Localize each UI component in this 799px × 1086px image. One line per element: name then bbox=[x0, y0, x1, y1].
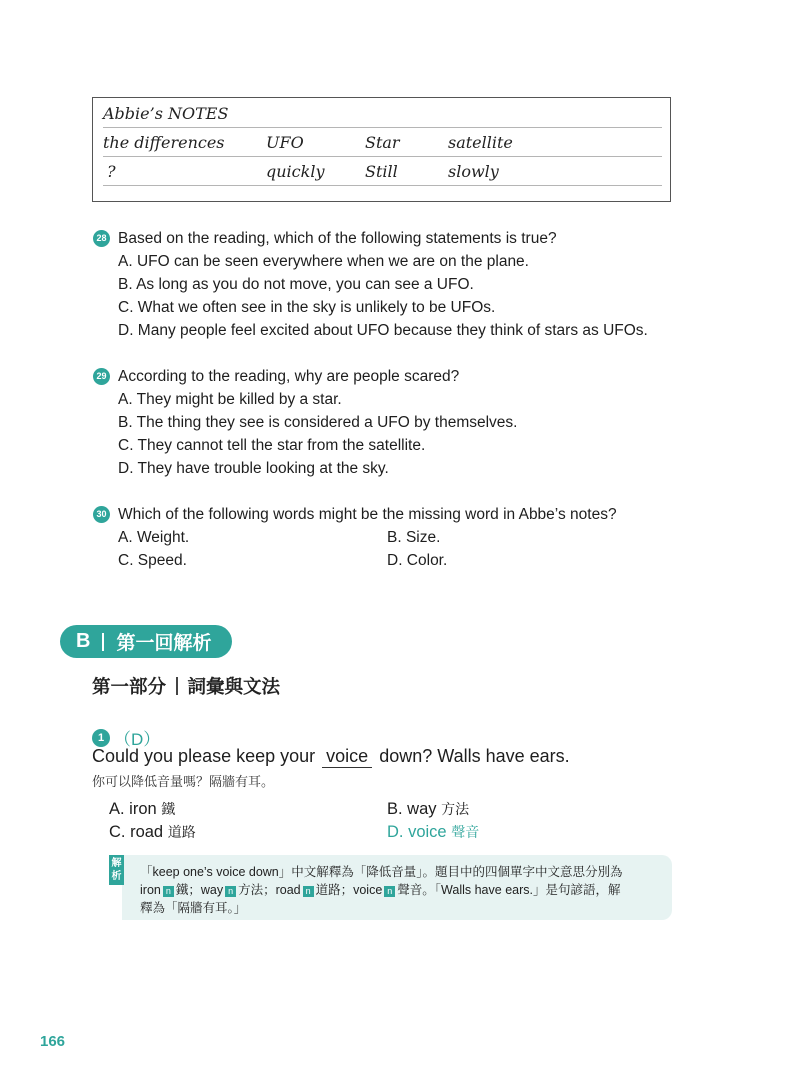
section-title: 第一回解析 bbox=[116, 633, 212, 654]
notes-box bbox=[92, 97, 671, 202]
explanation-text: 方法；road bbox=[238, 883, 301, 897]
notes-cell: UFO bbox=[266, 133, 304, 152]
explanation-text: iron bbox=[140, 883, 161, 897]
answer-number: 1 bbox=[92, 729, 110, 747]
choice-d-correct bbox=[387, 822, 479, 842]
explanation-line bbox=[140, 881, 660, 899]
option: B. The thing they see is considered a UFO by themselves. bbox=[118, 414, 518, 431]
explanation-text: 道路；voice bbox=[315, 883, 383, 897]
notes-cell: satellite bbox=[448, 133, 513, 152]
option: B. Size. bbox=[387, 529, 441, 546]
explanation-tag: 解析 bbox=[109, 855, 124, 885]
section-header bbox=[60, 625, 232, 658]
option: A. Weight. bbox=[118, 529, 190, 546]
option: A. UFO can be seen everywhere when we are on the plane. bbox=[118, 253, 529, 270]
question-stem: According to the reading, why are people scared? bbox=[118, 368, 460, 385]
option: C. Speed. bbox=[118, 552, 187, 569]
page-number: 166 bbox=[40, 1033, 66, 1050]
question-number: 29 bbox=[93, 368, 110, 385]
question-stem: Based on the reading, which of the following statements is true? bbox=[118, 230, 557, 247]
answer-key: （D） bbox=[114, 730, 161, 749]
question-30 bbox=[93, 503, 733, 572]
question-29 bbox=[93, 365, 733, 480]
noun-icon: n bbox=[384, 886, 395, 897]
notes-title: Abbie’s NOTES bbox=[103, 104, 229, 123]
sentence-translation: 你可以降低音量嗎？隔牆有耳。 bbox=[92, 774, 275, 789]
choice-en: C. road bbox=[109, 823, 164, 841]
choice-a bbox=[109, 799, 175, 819]
option: D. Color. bbox=[387, 552, 448, 569]
notes-cell: ? bbox=[107, 162, 116, 181]
option: D. Many people feel excited about UFO because they think of stars as UFOs. bbox=[118, 322, 648, 339]
section-letter: B bbox=[76, 630, 91, 652]
part-label: 第一部分 bbox=[92, 676, 167, 697]
part-title: 詞彙與文法 bbox=[187, 676, 281, 697]
option: B. As long as you do not move, you can see a UFO. bbox=[118, 276, 474, 293]
option: D. They have trouble looking at the sky. bbox=[118, 460, 389, 477]
explanation-line: 釋為「隔牆有耳。」 bbox=[140, 901, 247, 915]
notes-cell: Star bbox=[365, 133, 400, 152]
option: A. They might be killed by a star. bbox=[118, 391, 342, 408]
choice-zh: 聲音 bbox=[451, 824, 480, 840]
part-heading bbox=[92, 673, 280, 699]
question-stem: Which of the following words might be the missing word in Abbe’s notes? bbox=[118, 506, 617, 523]
notes-cell: the differences bbox=[103, 133, 225, 152]
noun-icon: n bbox=[303, 886, 314, 897]
notes-row bbox=[103, 127, 662, 157]
sentence-before: Could you please keep your bbox=[92, 746, 316, 766]
choice-zh: 方法 bbox=[441, 801, 470, 817]
question-number: 28 bbox=[93, 230, 110, 247]
choice-en: A. iron bbox=[109, 800, 157, 818]
notes-title-row bbox=[103, 98, 662, 128]
notes-cell: quickly bbox=[266, 162, 325, 181]
choice-en: D. voice bbox=[387, 823, 447, 841]
choice-en: B. way bbox=[387, 800, 437, 818]
explanation-box bbox=[122, 855, 672, 920]
section-divider bbox=[102, 633, 104, 651]
sentence-after: down? Walls have ears. bbox=[379, 746, 570, 766]
choice-b bbox=[387, 799, 469, 819]
part-divider bbox=[176, 677, 178, 695]
choice-c bbox=[109, 822, 196, 842]
option: C. What we often see in the sky is unlikely to be UFOs. bbox=[118, 299, 496, 316]
question-28 bbox=[93, 227, 733, 342]
explanation-text: 鐵；way bbox=[175, 883, 224, 897]
notes-row bbox=[103, 156, 662, 186]
noun-icon: n bbox=[225, 886, 236, 897]
explanation-line: 「keep one’s voice down」中文解釋為「降低音量」。題目中的四個單字中文意思分別為 bbox=[140, 865, 623, 879]
sentence-blank: voice bbox=[322, 746, 372, 768]
answer-sentence bbox=[92, 746, 570, 768]
explanation-text: 聲音。「Walls have ears.」是句諺語，解 bbox=[397, 883, 621, 897]
choice-zh: 鐵 bbox=[161, 801, 176, 817]
notes-cell: Still bbox=[365, 162, 398, 181]
option: C. They cannot tell the star from the satellite. bbox=[118, 437, 426, 454]
choice-zh: 道路 bbox=[167, 824, 196, 840]
noun-icon: n bbox=[163, 886, 174, 897]
question-number: 30 bbox=[93, 506, 110, 523]
notes-cell: slowly bbox=[448, 162, 499, 181]
